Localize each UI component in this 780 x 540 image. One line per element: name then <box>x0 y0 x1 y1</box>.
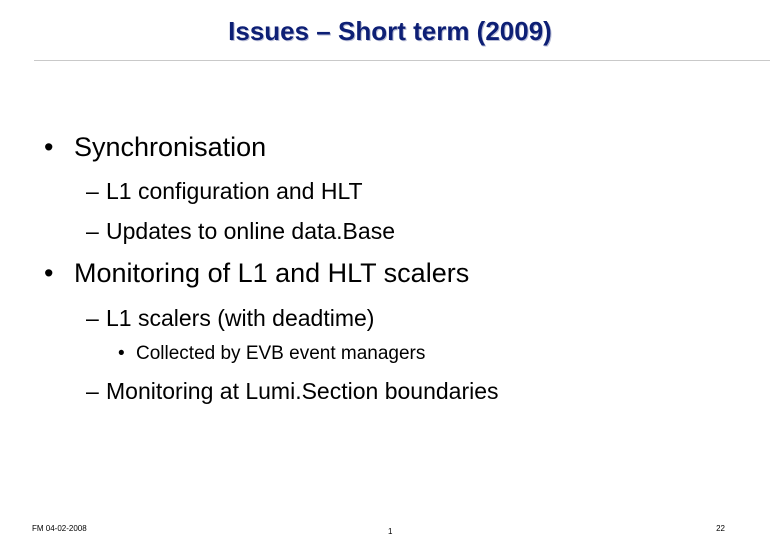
dash-glyph: – <box>86 378 99 404</box>
bullet-monitoring-scalers <box>44 258 469 289</box>
bullet-synchronisation <box>44 132 266 163</box>
sub-bullet-l1-scalers <box>86 305 374 332</box>
dash-glyph: – <box>86 218 99 244</box>
sub-bullet-text: Updates to online data.Base <box>106 218 395 244</box>
dash-glyph: – <box>86 305 99 331</box>
sub-sub-bullet-evb <box>118 343 425 365</box>
bullet-glyph: • <box>44 258 54 288</box>
footer-date: FM 04-02-2008 <box>32 524 87 533</box>
sub-bullet-text: L1 scalers (with deadtime) <box>106 305 375 331</box>
sub-bullet-text: Monitoring at Lumi.Section boundaries <box>106 378 499 404</box>
bullet-glyph: • <box>44 132 54 162</box>
bullet-text: Monitoring of L1 and HLT scalers <box>74 258 470 288</box>
sub-bullet-l1-configuration <box>86 178 363 205</box>
sub-bullet-text: L1 configuration and HLT <box>106 178 363 204</box>
footer-center: 1 <box>388 527 393 536</box>
sub-sub-bullet-text: Collected by EVB event managers <box>136 343 426 364</box>
bullet-text: Synchronisation <box>74 132 267 162</box>
dash-glyph: – <box>86 178 99 204</box>
footer-page-number: 22 <box>716 524 725 533</box>
bullet-glyph: • <box>118 343 125 364</box>
title-divider <box>34 60 770 61</box>
sub-bullet-updates-database <box>86 218 395 245</box>
slide-title: Issues – Short term (2009) <box>228 16 552 46</box>
sub-bullet-lumisection <box>86 378 499 405</box>
